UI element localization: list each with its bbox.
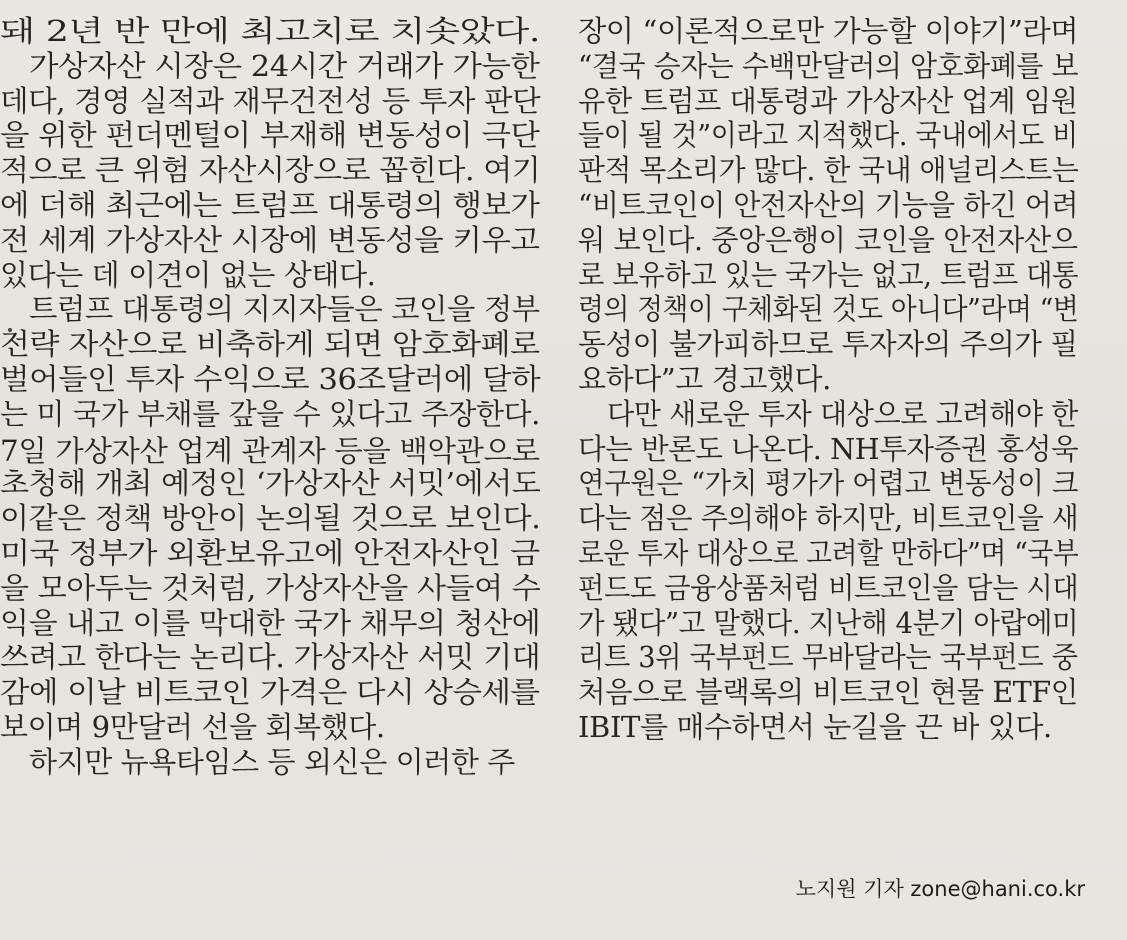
text-line: 트럼프 대통령의 지지자들은 코인을 정부	[29, 292, 540, 327]
text-line: 가상자산 시장은 24시간 거래가 가능한	[29, 48, 540, 83]
text-line: 펀드도 금융상품처럼 비트코인을 담는 시대	[578, 570, 1079, 605]
text-line: 이같은 정책 방안이 논의될 것으로 보인다.	[0, 501, 541, 536]
text-line: 들이 될 것”이라고 지적했다. 국내에서도 비	[578, 118, 1078, 153]
text-line: 에 더해 최근에는 트럼프 대통령의 행보가	[0, 188, 540, 222]
text-line: IBIT를 매수하면서 눈길을 끈 바 있다.	[578, 710, 1052, 744]
text-line: 초청해 개최 예정인 ‘가상자산 서밋’에서도	[0, 466, 541, 501]
text-line: 7일 가상자산 업계 관계자 등을 백악관으로	[0, 433, 540, 468]
text-line: “결국 승자는 수백만달러의 암호화폐를 보	[578, 48, 1079, 83]
text-line: 는 미 국가 부채를 갚을 수 있다고 주장한다.	[0, 396, 540, 431]
text-line: 다는 점은 주의해야 하지만, 비트코인을 새	[578, 501, 1079, 536]
text-line: 처음으로 블랙록의 비트코인 현물 ETF인	[578, 675, 1078, 710]
text-line: 연구원은 “가치 평가가 어렵고 변동성이 크	[578, 466, 1078, 501]
text-line: 리트 3위 국부펀드 무바달라는 국부펀드 중	[578, 640, 1078, 675]
text-line: 전략 자산으로 비축하게 되면 암호화폐로	[0, 327, 540, 362]
text-line: 유한 트럼프 대통령과 가상자산 업계 임원	[578, 83, 1078, 118]
text-line: 데다, 경영 실적과 재무건전성 등 투자 판단	[0, 83, 541, 118]
text-line: 벌어들인 투자 수익으로 36조달러에 달하	[0, 362, 541, 396]
text-line: 로 보유하고 있는 국가는 없고, 트럼프 대통	[578, 257, 1079, 292]
text-line: 로운 투자 대상으로 고려할 만하다”며 “국부	[578, 536, 1079, 570]
text-line: 하지만 뉴욕타임스 등 외신은 이러한 주	[29, 744, 515, 779]
text-line: 감에 이날 비트코인 가격은 다시 상승세를	[0, 675, 540, 710]
text-line: 익을 내고 이를 막대한 국가 채무의 청산에	[0, 605, 541, 640]
text-line: 동성이 불가피하므로 투자자의 주의가 필	[578, 327, 1078, 362]
text-line: 을 모아두는 것처럼, 가상자산을 사들여 수	[0, 570, 541, 605]
text-line: 판적 목소리가 많다. 한 국내 애널리스트는	[578, 153, 1079, 188]
text-line: 요하다”고 경고했다.	[578, 362, 831, 396]
text-line: 미국 정부가 외환보유고에 안전자산인 금	[0, 536, 540, 570]
text-line: 쓰려고 한다는 논리다. 가상자산 서밋 기대	[0, 640, 541, 675]
text-line: 전 세계 가상자산 시장에 변동성을 키우고	[0, 222, 540, 257]
text-line: 워 보인다. 중앙은행이 코인을 안전자산으	[578, 222, 1078, 257]
text-line: 령의 정책이 구체화된 것도 아니다”라며 “변	[578, 292, 1079, 327]
text-line: 보이며 9만달러 선을 회복했다.	[0, 710, 385, 744]
text-line: 있다는 데 이견이 없는 상태다.	[0, 257, 376, 292]
text-line: 가 됐다”고 말했다. 지난해 4분기 아랍에미	[578, 605, 1079, 640]
text-line: 을 위한 펀더멘털이 부재해 변동성이 극단	[0, 118, 540, 153]
text-line: 적으로 큰 위험 자산시장으로 꼽힌다. 여기	[0, 153, 541, 188]
reporter-byline: 노지원 기자 zone@hani.co.kr	[795, 877, 1085, 901]
text-line: 장이 “이론적으로만 가능할 이야기”라며	[578, 14, 1079, 48]
text-line: 다만 새로운 투자 대상으로 고려해야 한	[607, 396, 1078, 431]
text-line: 다는 반론도 나온다. NH투자증권 홍성욱	[578, 431, 1079, 466]
text-line: “비트코인이 안전자산의 기능을 하긴 어려	[578, 188, 1079, 222]
text-line: 돼 2년 반 만에 최고치로 치솟았다.	[0, 14, 540, 48]
